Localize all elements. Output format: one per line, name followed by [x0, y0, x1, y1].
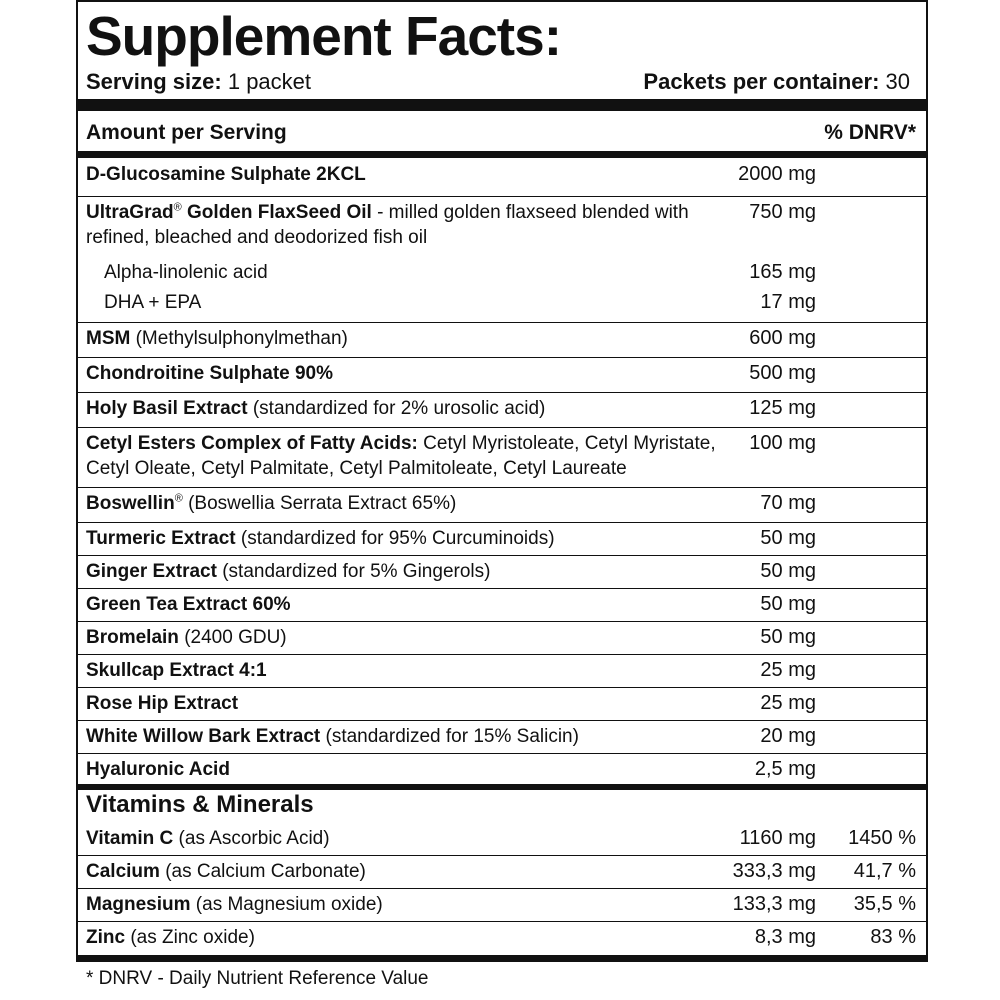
ingredient-name	[86, 200, 726, 250]
ingredient-description: (standardized for 15% Salicin)	[320, 726, 579, 747]
ingredient-dnrv: 1450 %	[848, 827, 916, 849]
ingredient-row	[76, 322, 928, 358]
ingredient-name	[86, 526, 726, 551]
ingredient-row	[76, 654, 928, 688]
ingredient-row	[76, 357, 928, 393]
ingredient-amount: 25 mg	[760, 659, 816, 681]
serving-size-label: Serving size:	[86, 69, 222, 94]
ingredient-dnrv: 35,5 %	[853, 893, 916, 915]
ingredient-name	[86, 826, 726, 851]
ingredient-row	[76, 822, 928, 856]
ingredient-amount: 8,3 mg	[754, 926, 816, 948]
dnrv-header: % DNRV*	[824, 121, 916, 144]
ingredient-name	[86, 162, 726, 187]
ingredient-row	[76, 286, 928, 323]
ingredient-amount: 750 mg	[749, 201, 816, 223]
amount-per-serving-header: Amount per Serving	[86, 121, 287, 144]
ingredient-row	[76, 753, 928, 785]
ingredient-dnrv: 41,7 %	[853, 860, 916, 882]
ingredient-description: (as Calcium Carbonate)	[159, 861, 366, 882]
ingredient-bold-name: Ginger Extract	[86, 561, 217, 582]
ingredient-description: (Methylsulphonylmethan)	[130, 328, 348, 349]
ingredient-row	[76, 555, 928, 589]
serving-size	[86, 68, 311, 96]
ingredient-name	[86, 625, 726, 650]
ingredient-bold-name: Cetyl Esters Complex of Fatty Acids:	[86, 433, 418, 454]
ingredient-description: (standardized for 5% Gingerols)	[216, 561, 491, 582]
packets-value: 30	[885, 69, 910, 94]
ingredient-amount: 500 mg	[749, 362, 816, 384]
ingredient-amount: 50 mg	[760, 560, 816, 582]
vitamins-section-title: Vitamins & Minerals	[86, 791, 314, 818]
ingredient-bold-name: Calcium	[86, 861, 160, 882]
ingredient-name	[86, 361, 726, 386]
ingredient-amount: 165 mg	[749, 261, 816, 283]
ingredient-bold-name: D-Glucosamine Sulphate 2KCL	[86, 164, 366, 185]
ingredient-amount: 50 mg	[760, 593, 816, 615]
ingredient-sub-name: Alpha-linolenic acid	[104, 262, 268, 283]
packets-per-container	[643, 68, 910, 96]
ingredient-row	[76, 427, 928, 488]
ingredient-bold-name: Magnesium	[86, 894, 191, 915]
ingredient-name	[86, 757, 726, 782]
ingredient-name	[86, 396, 726, 421]
ingredient-amount: 2000 mg	[738, 163, 816, 185]
ingredient-row	[76, 687, 928, 721]
ingredient-row	[76, 487, 928, 523]
ingredient-amount: 2,5 mg	[754, 758, 816, 780]
ingredient-name	[86, 592, 726, 617]
ingredient-description: (as Zinc oxide)	[125, 927, 255, 948]
ingredient-row	[76, 621, 928, 655]
ingredient-name	[86, 724, 726, 749]
ingredient-bold-name: UltraGrad	[86, 202, 174, 223]
registered-mark: ®	[173, 201, 182, 214]
ingredient-bold-name: Hyaluronic Acid	[86, 759, 230, 780]
ingredient-row	[76, 888, 928, 922]
ingredient-name	[104, 260, 744, 285]
ingredient-description: (standardized for 95% Curcuminoids)	[235, 528, 555, 549]
ingredient-description: (as Magnesium oxide)	[190, 894, 383, 915]
ingredient-row	[76, 522, 928, 556]
ingredient-row	[76, 256, 928, 286]
ingredient-amount: 100 mg	[749, 432, 816, 454]
ingredient-description: (2400 GDU)	[178, 627, 287, 648]
ingredient-amount: 133,3 mg	[732, 893, 816, 915]
ingredient-bold-name: Skullcap Extract 4:1	[86, 660, 267, 681]
ingredient-name	[86, 691, 726, 716]
ingredient-amount: 600 mg	[749, 327, 816, 349]
ingredient-amount: 25 mg	[760, 692, 816, 714]
ingredient-sub-name: DHA + EPA	[104, 292, 202, 313]
ingredient-bold-name: MSM	[86, 328, 131, 349]
ingredient-description: (Boswellia Serrata Extract 65%)	[182, 493, 457, 514]
ingredient-bold-name: Bromelain	[86, 627, 179, 648]
ingredient-row	[76, 855, 928, 889]
ingredient-bold-name: Holy Basil Extract	[86, 398, 248, 419]
thick-divider-header	[76, 151, 928, 158]
thick-divider-bottom	[76, 955, 928, 962]
ingredient-bold-name-2: Golden FlaxSeed Oil	[181, 202, 372, 223]
ingredient-description: (as Ascorbic Acid)	[173, 828, 330, 849]
ingredient-amount: 70 mg	[760, 492, 816, 514]
ingredient-name	[86, 431, 726, 481]
ingredient-bold-name: Green Tea Extract 60%	[86, 594, 291, 615]
supplement-facts-label	[76, 0, 928, 1000]
ingredient-row	[76, 720, 928, 754]
ingredient-name	[86, 326, 726, 351]
ingredient-bold-name: Turmeric Extract	[86, 528, 236, 549]
ingredient-amount: 50 mg	[760, 626, 816, 648]
packets-label: Packets per container:	[643, 69, 880, 94]
label-title: Supplement Facts:	[86, 5, 562, 67]
serving-size-value: 1 packet	[227, 69, 312, 94]
ingredient-name	[86, 925, 726, 950]
ingredient-name	[86, 491, 726, 516]
ingredient-bold-name: Rose Hip Extract	[86, 693, 239, 714]
ingredient-name	[86, 859, 726, 884]
registered-mark: ®	[174, 492, 183, 505]
ingredient-amount: 20 mg	[760, 725, 816, 747]
footnote: * DNRV - Daily Nutrient Reference Value	[86, 968, 429, 989]
top-border	[76, 0, 928, 2]
ingredient-row	[76, 196, 928, 256]
ingredient-amount: 125 mg	[749, 397, 816, 419]
ingredient-bold-name: White Willow Bark Extract	[86, 726, 321, 747]
ingredient-bold-name: Zinc	[86, 927, 126, 948]
ingredient-bold-name: Boswellin	[86, 493, 175, 514]
ingredient-row	[76, 158, 928, 197]
ingredient-amount: 1160 mg	[739, 827, 816, 849]
ingredient-name	[86, 559, 726, 584]
ingredient-bold-name: Chondroitine Sulphate 90%	[86, 363, 334, 384]
ingredient-name	[86, 892, 726, 917]
ingredient-description: (standardized for 2% urosolic acid)	[247, 398, 546, 419]
ingredient-row	[76, 588, 928, 622]
ingredient-bold-name: Vitamin C	[86, 828, 174, 849]
ingredient-description: Cetyl Myristoleate, Cetyl Myristate, Cetyl Oleate, Cetyl Palmitate, Cetyl Palmitoleate, Cetyl Laureate	[86, 433, 716, 479]
ingredient-amount: 50 mg	[760, 527, 816, 549]
thick-divider-top	[76, 99, 928, 111]
ingredient-name	[104, 290, 744, 315]
ingredient-row	[76, 392, 928, 428]
ingredient-row	[76, 921, 928, 956]
ingredient-description: - milled golden flaxseed blended with refined, bleached and deodorized fish oil	[86, 202, 689, 248]
ingredient-name	[86, 658, 726, 683]
ingredient-dnrv: 83 %	[870, 926, 916, 948]
ingredient-amount: 17 mg	[760, 291, 816, 313]
ingredient-amount: 333,3 mg	[732, 860, 816, 882]
